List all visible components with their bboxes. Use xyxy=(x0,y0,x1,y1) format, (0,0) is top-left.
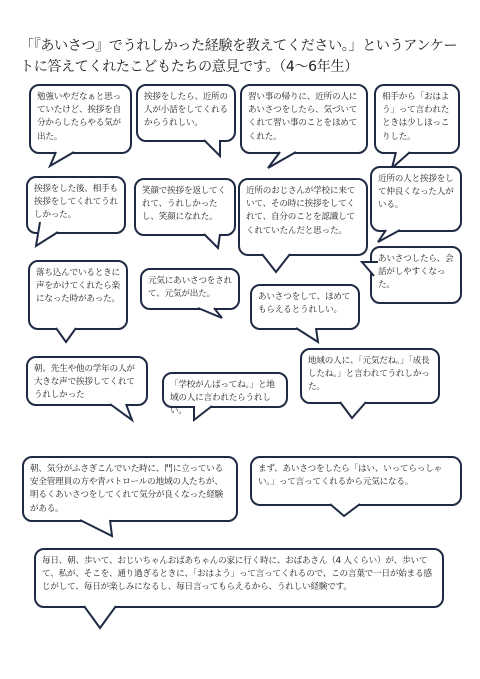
bubble-text: 勉強いやだなぁと思っていたけど、挨拶を自分からしたらやる気が出た。 xyxy=(37,92,121,142)
bubble-text: 地域の人に、「元気だね。」「成長したね。」と言われてうれしかった。 xyxy=(308,356,430,393)
page-title: 「『あいさつ』でうれしかった経験を教えてください。」というアンケートに答えてくれたこどもたちの意見です。（4〜6年生） xyxy=(20,38,458,75)
bubble-text: 元気にあいさつをされて、元気が出た。 xyxy=(148,276,232,300)
bubble-text: 朝、先生や他の学年の人が大きな声で挨拶してくれてうれしかった xyxy=(34,364,135,401)
bubble-text: 挨拶をしたら、近所の人が小話をしてくれるからうれしい。 xyxy=(144,92,228,129)
bubble-text: 習い事の帰りに、近所の人にあいさつをしたら、気づいてくれて習い事のことをほめてくれた。 xyxy=(248,92,358,142)
bubble-text: あいさつをして、ほめてもらえるとうれしい。 xyxy=(258,292,351,316)
bubble-text: 近所の人と挨拶をして仲良くなった人がいる。 xyxy=(378,174,454,211)
bubble-text: まず、あいさつをしたら「はい、いってらっしゃい。」って言ってくれるから元気になる。 xyxy=(258,464,442,488)
bubble-text: 毎日、朝、歩いて、おじいちゃんおばあちゃんの家に行く時に、おばあさん（4 人くらい）が、歩いてて、私が、そこを、通り過ぎるときに、「おはよう」って言ってくれるので、この言葉で一日が始まる感じがして、毎日が楽しみになるし、毎日言ってもらえるから、うれしい経験です。 xyxy=(42,556,432,593)
bubble-text: 朝、気分がふさぎこんでいた時に、門に立っている安全管理員の方や青パトロールの地域の人たちが、明るくあいさつをしてくれて気分が良くなった経験がある。 xyxy=(30,464,224,514)
bubble-text: 落ち込んでいるときに声をかけてくれたら楽になった時があった。 xyxy=(36,268,120,305)
bubble-text: あいさつしたら、会話がしやすくなった。 xyxy=(378,254,454,291)
bubble-text: 近所のおじさんが学校に来ていて、その時に挨拶をしてくれて、自分のことを認識してくれていたんだと思った。 xyxy=(246,186,356,236)
bubble-text: 笑顔で挨拶を返してくれて、うれしかったし、笑顔になれた。 xyxy=(142,186,226,223)
bubble-text: 挨拶をした後、相手も挨拶をしてくれてうれしかった。 xyxy=(34,184,118,221)
bubble-text: 「学校がんばってね。」と地域の人に言われたらうれしい。 xyxy=(170,380,275,417)
bubble-text: 相手から「おはよう」って言われたときは少しほっこりした。 xyxy=(382,92,450,142)
